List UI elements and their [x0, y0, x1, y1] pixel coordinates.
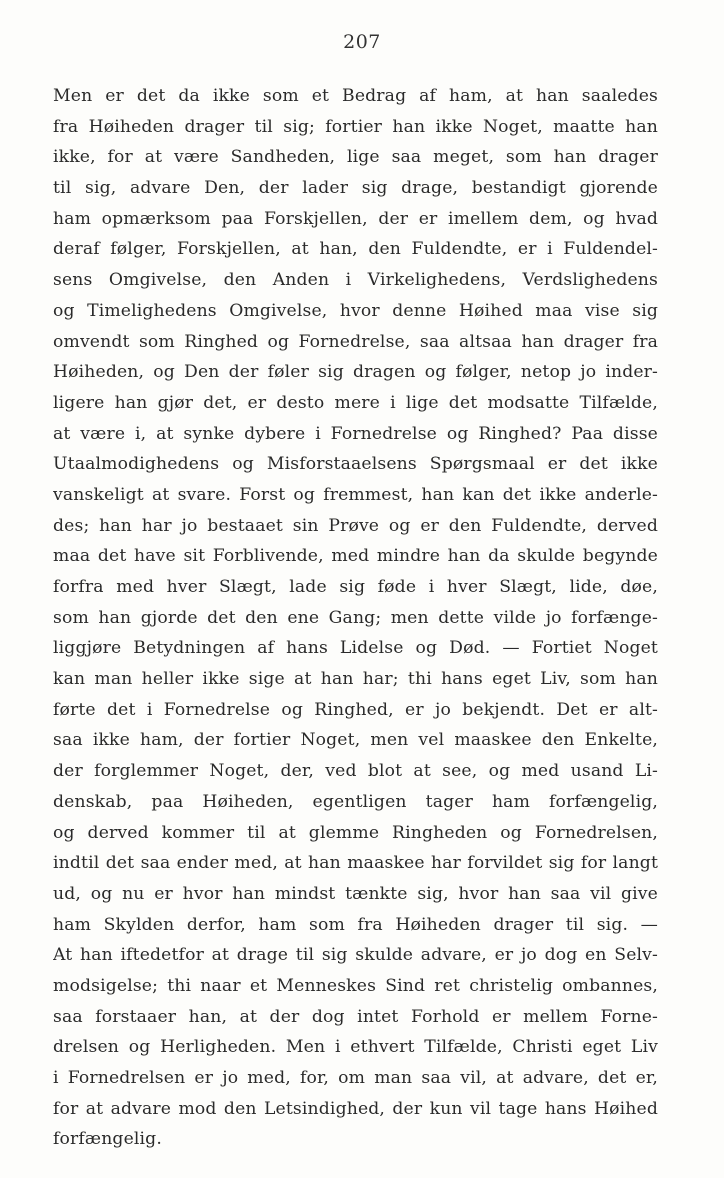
body-text: [53, 81, 658, 1155]
text-line: maa det have sit Forblivende, med mindre han da skulde begynde: [53, 546, 658, 567]
text-line: sens Omgivelse, den Anden i Virkelighedens, Verdslighedens: [53, 270, 658, 291]
text-line: førte det i Fornedrelse og Ringhed, er jo bekjendt. Det er alt-: [53, 699, 658, 720]
text-line: fra Høiheden drager til sig; fortier han ikke Noget, maatte han: [53, 116, 658, 137]
text-line: for at advare mod den Letsindighed, der kun vil tage hans Høihed: [53, 1098, 658, 1119]
text-line: drelsen og Herligheden. Men i ethvert Tilfælde, Christi eget Liv: [53, 1037, 658, 1058]
text-line: omvendt som Ringhed og Fornedrelse, saa altsaa han drager fra: [53, 331, 658, 352]
text-line: i Fornedrelsen er jo med, for, om man saa vil, at advare, det er,: [53, 1068, 658, 1088]
text-line: forfra med hver Slægt, lade sig føde i hver Slægt, lide, døe,: [53, 577, 658, 597]
text-line: At han iftedetfor at drage til sig skulde advare, er jo dog en Selv-: [53, 945, 658, 966]
text-line: kan man heller ikke sige at han har; thi hans eget Liv, som han: [53, 669, 658, 690]
text-line: indtil det saa ender med, at han maaskee har forvildet sig for langt: [53, 853, 658, 874]
text-line: saa forstaaer han, at der dog intet Forhold er mellem Forne-: [53, 1006, 658, 1027]
text-line-last: forfængelig.: [53, 1129, 162, 1150]
text-line: Høiheden, og Den der føler sig dragen og følger, netop jo inder-: [53, 362, 658, 383]
text-line: Men er det da ikke som et Bedrag af ham, at han saaledes: [53, 86, 658, 106]
page-number: 207: [343, 31, 381, 53]
text-line: ud, og nu er hvor han mindst tænkte sig, hvor han saa vil give: [53, 883, 658, 904]
text-line: vanskeligt at svare. Forst og fremmest, han kan det ikke anderle-: [53, 484, 658, 505]
text-line: der forglemmer Noget, der, ved blot at see, og med usand Li-: [53, 761, 658, 782]
text-line: saa ikke ham, der fortier Noget, men vel maaskee den Enkelte,: [53, 730, 658, 751]
text-line: ham opmærksom paa Forskjellen, der er imellem dem, og hvad: [53, 208, 658, 229]
text-line: denskab, paa Høiheden, egentligen tager ham forfængelig,: [53, 791, 658, 812]
text-line: ligere han gjør det, er desto mere i lige det modsatte Tilfælde,: [53, 392, 658, 413]
text-line: at være i, at synke dybere i Fornedrelse og Ringhed? Paa disse: [53, 423, 658, 444]
text-line: deraf følger, Forskjellen, at han, den Fuldendte, er i Fuldendel-: [53, 239, 658, 260]
text-line: som han gjorde det den ene Gang; men dette vilde jo forfænge-: [53, 607, 658, 628]
text-line: modsigelse; thi naar et Menneskes Sind ret christelig ombannes,: [53, 975, 658, 996]
text-line: og Timelighedens Omgivelse, hvor denne Høihed maa vise sig: [53, 300, 658, 321]
text-line: ikke, for at være Sandheden, lige saa meget, som han drager: [53, 147, 658, 168]
text-line: des; han har jo bestaaet sin Prøve og er den Fuldendte, derved: [53, 515, 658, 536]
text-line: til sig, advare Den, der lader sig drage, bestandigt gjorende: [53, 178, 658, 199]
text-line: og derved kommer til at glemme Ringheden og Fornedrelsen,: [53, 822, 658, 843]
text-line: liggjøre Betydningen af hans Lidelse og Død. — Fortiet Noget: [53, 638, 658, 659]
text-line: ham Skylden derfor, ham som fra Høiheden drager til sig. —: [53, 914, 658, 935]
text-line: Utaalmodighedens og Misforstaaelsens Spørgsmaal er det ikke: [53, 454, 658, 475]
